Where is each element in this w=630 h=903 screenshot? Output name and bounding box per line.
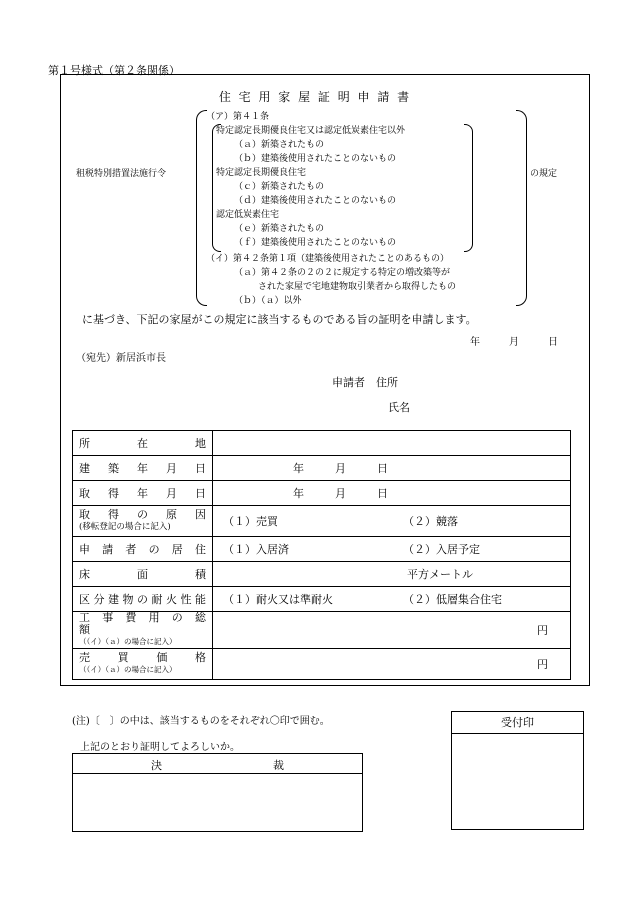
fire-resistance-field[interactable]: （１）耐火又は準耐火 （２）低層集合住宅 bbox=[213, 587, 571, 612]
inner-left-bracket bbox=[212, 124, 221, 252]
left-bracket bbox=[196, 110, 207, 306]
table-row bbox=[73, 456, 571, 481]
inner-right-bracket bbox=[464, 124, 473, 252]
clause-b-head: （イ）第４２条第１項（建築後使用されたことのあるもの） bbox=[206, 254, 450, 264]
acquired-date-label: 取 得 年 月 日 bbox=[73, 481, 213, 506]
form-number: 第１号様式（第２条関係） bbox=[48, 64, 180, 77]
reception-label: 受付印 bbox=[452, 712, 583, 734]
table-row bbox=[73, 537, 571, 562]
clause-a-g3-e: （ｅ）新築されたもの bbox=[234, 224, 325, 234]
instruction-note: (注)〔 〕の中は、該当するものをそれぞれ〇印で囲む。 bbox=[72, 716, 330, 727]
table-row bbox=[73, 587, 571, 612]
table-row bbox=[73, 562, 571, 587]
construction-cost-label: 工 事 費 用 の 総 額 （（イ）（ａ）の場合に記入） bbox=[73, 612, 213, 649]
table-row bbox=[73, 431, 571, 456]
acquisition-cause-field[interactable]: （１）売買 （２）競落 bbox=[213, 506, 571, 537]
addressee: （宛先）新居浜市長 bbox=[76, 353, 166, 364]
clause-a-g2-d: （ｄ）建築後使用されたことのないもの bbox=[234, 196, 397, 206]
table-row bbox=[73, 506, 571, 537]
right-bracket bbox=[516, 110, 527, 306]
provision-suffix: の規定 bbox=[530, 169, 558, 179]
clause-a-g1-a: （ａ）新築されたもの bbox=[234, 140, 325, 150]
clause-a-group1: 特定認定長期優良住宅又は認定低炭素住宅以外 bbox=[216, 126, 406, 136]
decision-head bbox=[73, 754, 362, 774]
clause-b-a-line1: （ａ）第４２条の２の２に規定する特定の増改築等が bbox=[234, 268, 451, 278]
page-title: 住 宅 用 家 屋 証 明 申 請 書 bbox=[218, 90, 412, 104]
confirm-question: 上記のとおり証明してよろしいか。 bbox=[80, 742, 240, 753]
sale-price-label: 売 買 価 格 （（イ）（ａ）の場合に記入） bbox=[73, 649, 213, 680]
clause-a-g3-f: （ｆ）建築後使用されたことのないもの bbox=[234, 238, 397, 248]
construction-cost-field[interactable]: 円 bbox=[213, 612, 571, 649]
floor-area-label: 床 面 積 bbox=[73, 562, 213, 587]
location-field[interactable] bbox=[213, 431, 571, 456]
decision-head-right: 裁 bbox=[273, 759, 284, 772]
clause-a-g2-c: （ｃ）新築されたもの bbox=[234, 182, 325, 192]
fire-resistance-label: 区分建物の耐火性能 bbox=[73, 587, 213, 612]
location-label: 所 在 地 bbox=[73, 431, 213, 456]
acquired-date-field[interactable]: 年 月 日 bbox=[213, 481, 571, 506]
residence-label: 申 請 者 の 居 住 bbox=[73, 537, 213, 562]
application-date: 年 月 日 bbox=[470, 337, 561, 348]
clause-b-a-line2: された家屋で宅地建物取引業者から取得したもの bbox=[258, 282, 457, 292]
clause-a-head: （ア）第４１条 bbox=[206, 112, 270, 122]
decision-head-left: 決 bbox=[151, 759, 162, 772]
acquisition-cause-label: 取 得 の 原 因 (移転登記の場合に記入) bbox=[73, 506, 213, 537]
applicant-address-label: 申請者 住所 bbox=[332, 376, 398, 389]
built-date-label: 建 築 年 月 日 bbox=[73, 456, 213, 481]
residence-field[interactable]: （１）入居済 （２）入居予定 bbox=[213, 537, 571, 562]
sale-price-field[interactable]: 円 bbox=[213, 649, 571, 680]
table-row bbox=[73, 612, 571, 649]
property-info-table bbox=[72, 430, 571, 680]
request-sentence: に基づき、下記の家屋がこの規定に該当するものである旨の証明を申請します。 bbox=[82, 313, 477, 326]
table-row bbox=[73, 481, 571, 506]
built-date-field[interactable]: 年 月 日 bbox=[213, 456, 571, 481]
applicant-name-label: 氏名 bbox=[388, 401, 410, 414]
clause-a-group3: 認定低炭素住宅 bbox=[216, 210, 280, 220]
floor-area-field[interactable]: 平方メートル bbox=[213, 562, 571, 587]
table-row bbox=[73, 649, 571, 680]
law-name: 租税特別措置法施行令 bbox=[76, 169, 167, 179]
decision-box bbox=[72, 753, 363, 832]
clause-a-group2: 特定認定長期優良住宅 bbox=[216, 168, 307, 178]
clause-b-b: （ｂ）（ａ）以外 bbox=[234, 296, 302, 306]
reception-stamp-box bbox=[451, 711, 584, 830]
clause-a-g1-b: （ｂ）建築後使用されたことのないもの bbox=[234, 154, 397, 164]
